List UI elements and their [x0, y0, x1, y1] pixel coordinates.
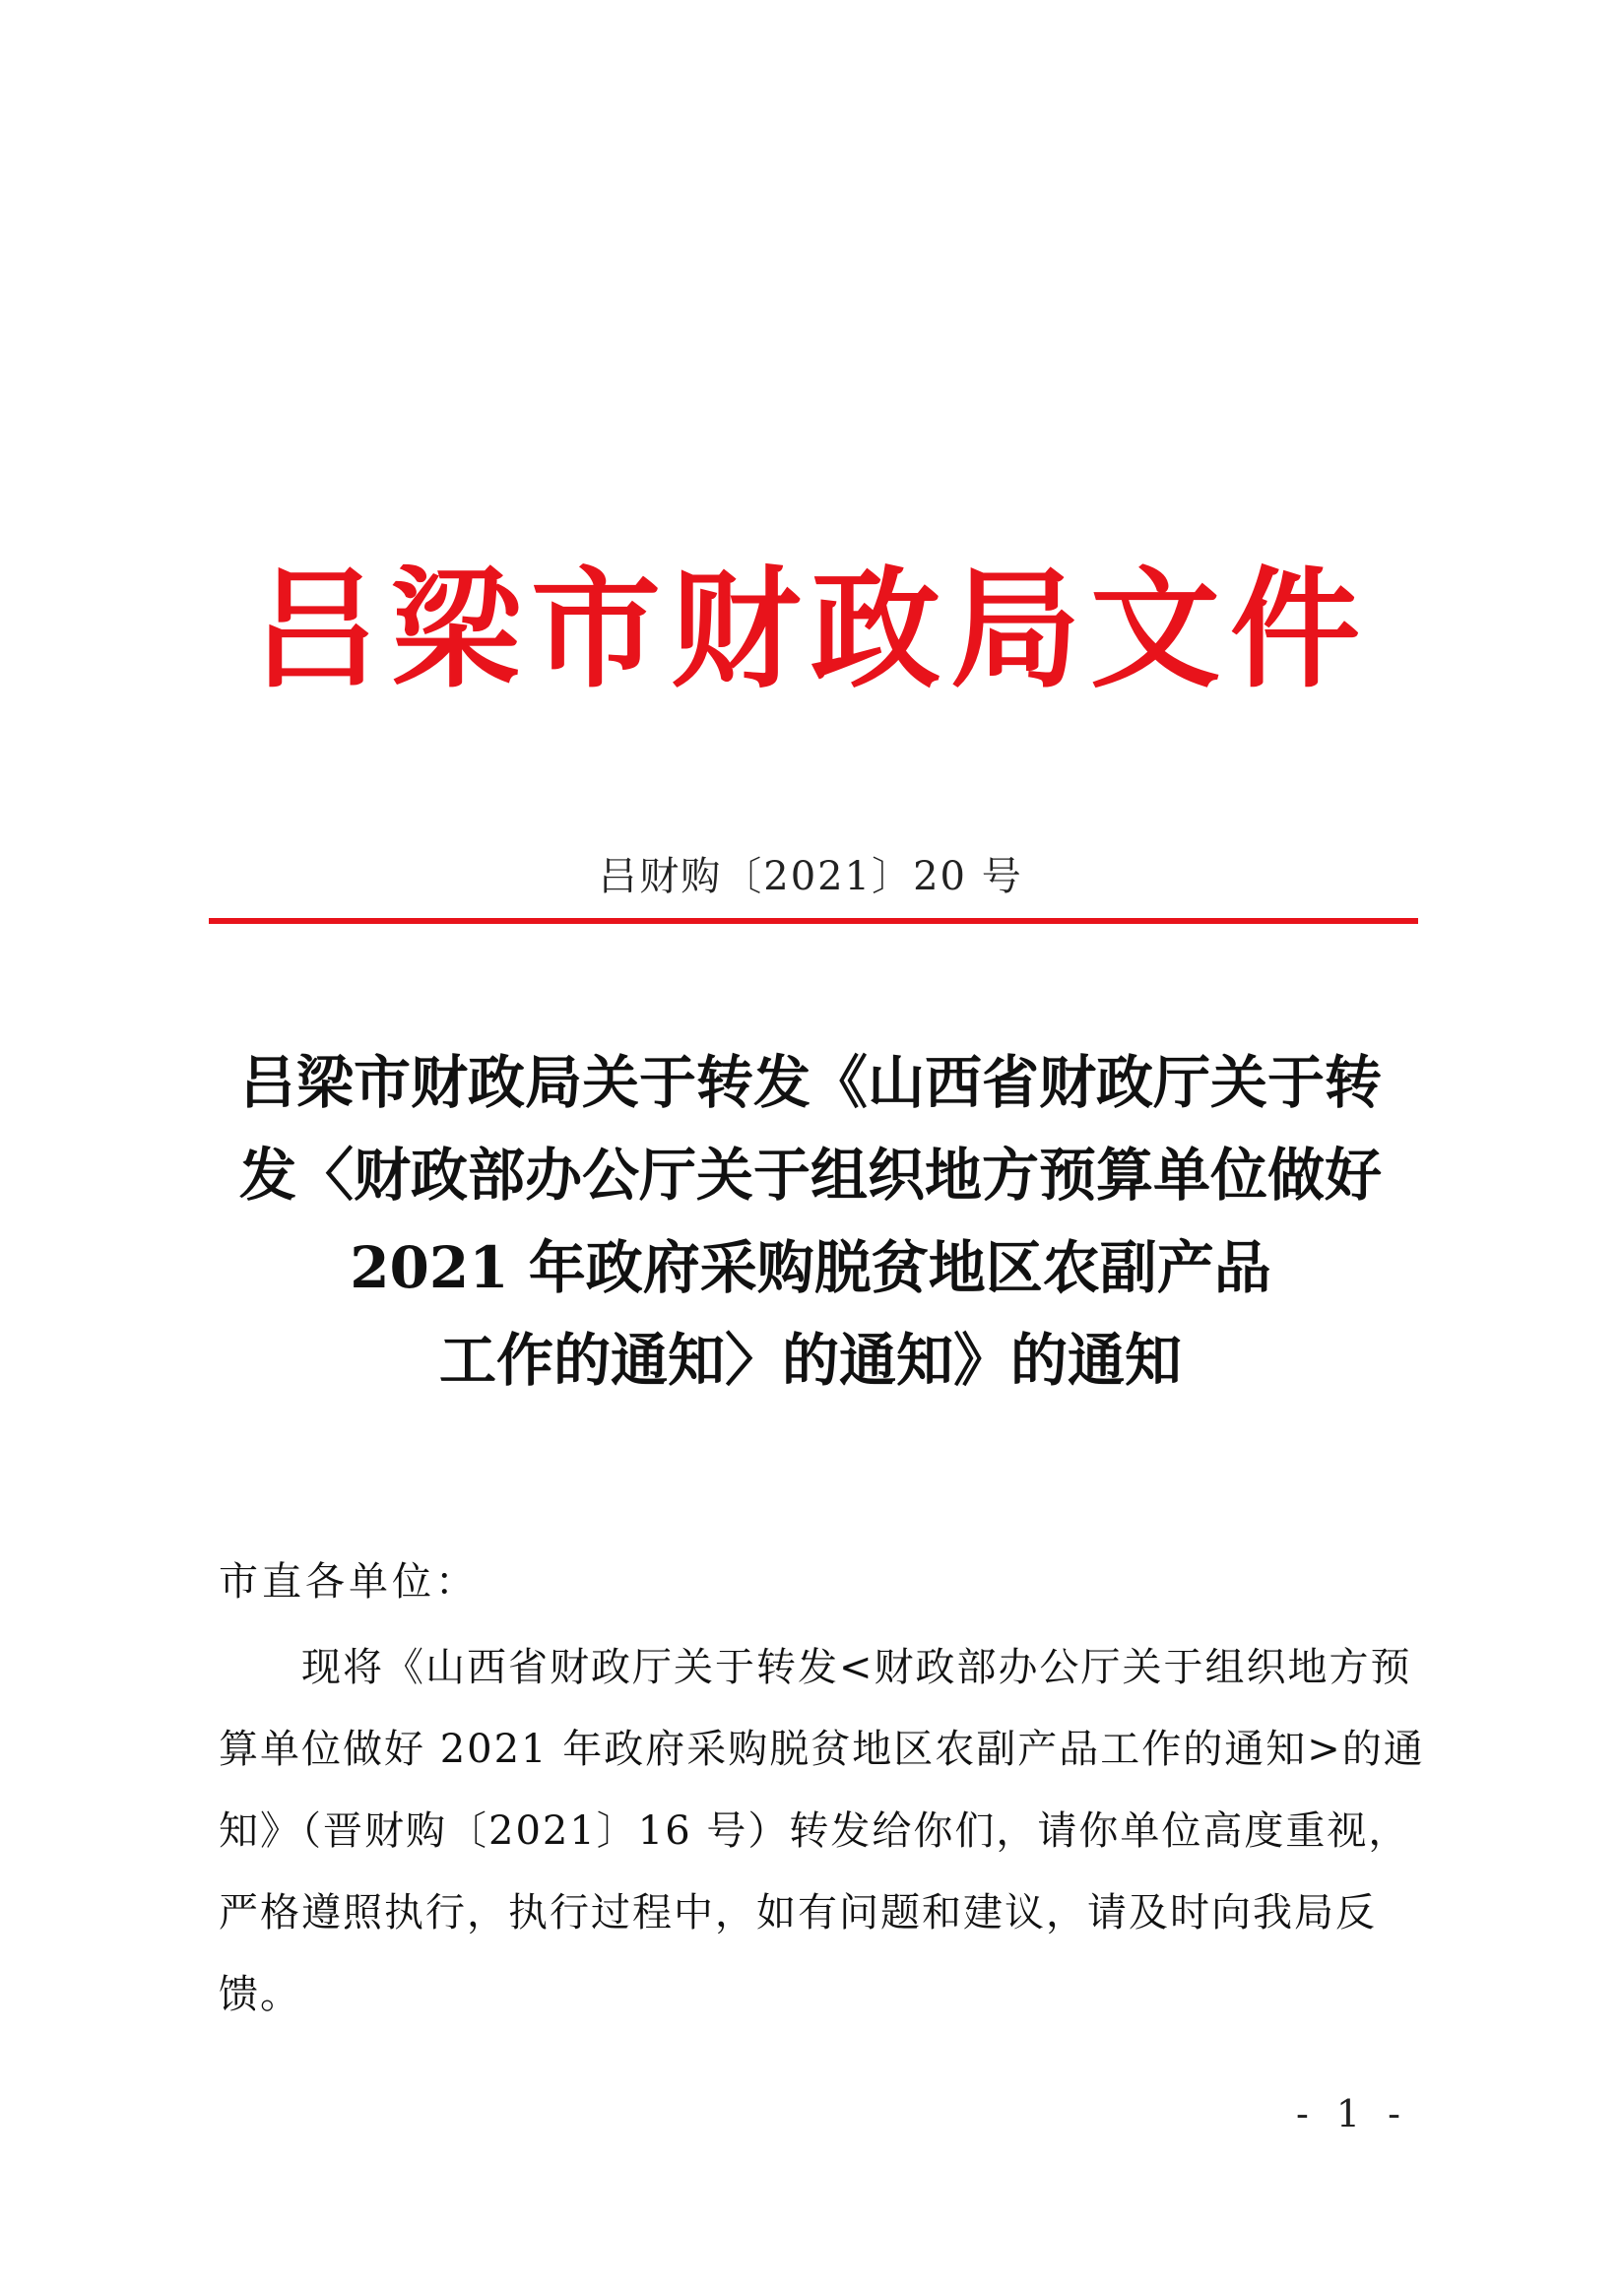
document-number: 吕财购〔2021〕20 号 — [598, 854, 1023, 899]
title-line-4: 工作的通知〉的通知》的通知 — [438, 1327, 1182, 1394]
body-line-3: 知》（晋财购〔2021〕16 号）转发给你们，请你单位高度重视， — [219, 1808, 1410, 1854]
title-line-1: 吕梁市财政局关于转发《山西省财政厅关于转 — [238, 1049, 1382, 1116]
title-line-2: 发〈财政部办公厅关于组织地方预算单位做好 — [238, 1142, 1382, 1209]
title-line-3: 2021 年政府采购脱贫地区农副产品 — [350, 1234, 1271, 1301]
body-line-1: 现将《山西省财政厅关于转发<财政部办公厅关于组织地方预 — [301, 1645, 1412, 1690]
body-paragraph — [219, 1627, 1425, 2036]
page-number: - 1 - — [1295, 2092, 1408, 2135]
masthead-title: 吕梁市财政局文件 — [251, 554, 1370, 706]
body-line-5: 馈。 — [219, 1972, 301, 2017]
red-divider-line — [209, 918, 1418, 924]
body-line-4: 严格遵照执行，执行过程中，如有问题和建议，请及时向我局反 — [219, 1890, 1377, 1935]
body-line-2: 算单位做好 2021 年政府采购脱贫地区农副产品工作的通知>的通 — [219, 1727, 1425, 1772]
notice-title — [197, 1036, 1424, 1407]
salutation: 市直各单位： — [219, 1559, 479, 1605]
